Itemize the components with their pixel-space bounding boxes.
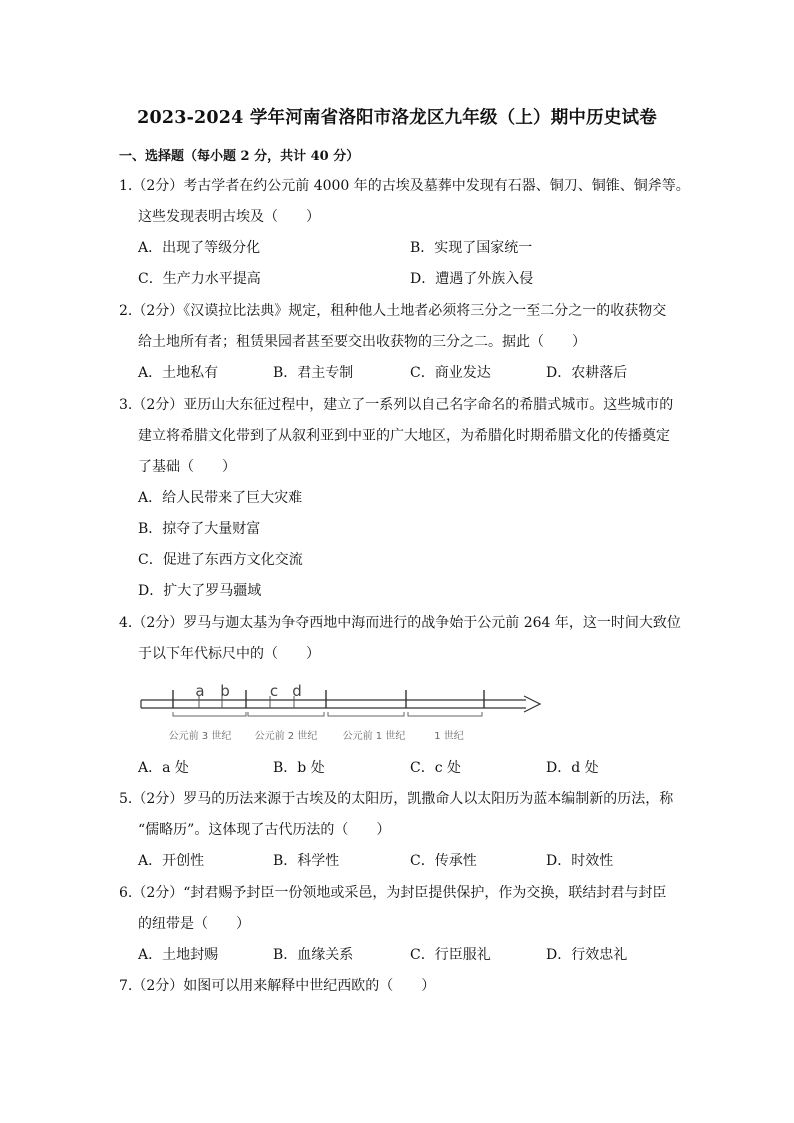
- question-6-option-c: C．行臣服礼: [410, 947, 491, 963]
- question-6-line-1: 6.（2分）“封君赐予封臣一份领地或采邑，为封臣提供保护，作为交换，联结封君与封臣: [119, 885, 667, 901]
- question-3-line-2: 建立将希腊文化带到了从叙利亚到中亚的广大地区，为希腊化时期希腊文化的传播奠定: [138, 428, 670, 444]
- question-4-option-a: A．a 处: [138, 760, 189, 776]
- question-7-line-1: 7.（2分）如图可以用来解释中世纪西欧的（ ）: [119, 978, 436, 994]
- question-1-option-c: C．生产力水平提高: [138, 271, 261, 287]
- question-5-line-1: 5.（2分）罗马的历法来源于古埃及的太阳历，凯撒命人以太阳历为蓝本编制新的历法，称: [119, 791, 674, 807]
- question-5-option-a: A．开创性: [138, 853, 205, 869]
- question-3-line-3: 了基础（ ）: [138, 459, 236, 475]
- timeline-bracket: [328, 712, 404, 716]
- question-2-option-b: B．君主专制: [273, 365, 354, 381]
- question-1-option-a: A．出现了等级分化: [138, 240, 261, 256]
- question-2-option-c: C．商业发达: [410, 365, 491, 381]
- question-6-option-d: D．行效忠礼: [546, 947, 628, 963]
- timeline-bracket: [173, 712, 246, 716]
- question-4-option-b: B．b 处: [273, 760, 325, 776]
- section-heading: 一、选择题（每小题 2 分，共计 40 分）: [119, 149, 360, 164]
- question-4-option-c: C．c 处: [410, 760, 462, 776]
- question-5-option-d: D．时效性: [546, 853, 614, 869]
- page-title: 2023-2024 学年河南省洛阳市洛龙区九年级（上）期中历史试卷: [137, 108, 657, 128]
- question-1-line-1: 1.（2分）考古学者在约公元前 4000 年的古埃及墓葬中发现有石器、铜刀、铜锥、铜斧等。: [119, 178, 690, 194]
- question-1-line-2: 这些发现表明古埃及（ ）: [138, 209, 320, 225]
- question-6-line-2: 的纽带是（ ）: [138, 916, 250, 932]
- question-2-option-a: A．土地私有: [138, 365, 219, 381]
- timeline-marker-a: a: [195, 682, 205, 700]
- question-4-line-1: 4.（2分）罗马与迦太基为争夺西地中海而进行的战争始于公元前 264 年，这一时间大致位: [119, 615, 681, 631]
- question-2-line-1: 2.（2分）《汉谟拉比法典》规定，租种他人土地者必须将三分之一至二分之一的收获物交: [119, 303, 667, 319]
- timeline-label-1ad: 1 世纪: [434, 731, 464, 742]
- question-3-option-a: A．给人民带来了巨大灾难: [138, 490, 303, 506]
- question-5-option-c: C．传承性: [410, 853, 477, 869]
- question-4-option-d: D．d 处: [546, 760, 599, 776]
- timeline-marker-c: c: [269, 682, 279, 700]
- timeline-arrowhead: [524, 696, 540, 712]
- question-3-option-b: B．掠夺了大量财富: [138, 521, 261, 537]
- question-2-option-d: D．农耕落后: [546, 365, 628, 381]
- timeline-marker-d: d: [292, 682, 302, 700]
- timeline-figure: [136, 676, 556, 748]
- question-1-option-b: B．实现了国家统一: [410, 240, 533, 256]
- question-6-option-a: A．土地封赐: [138, 947, 219, 963]
- question-1-option-d: D．遭遇了外族入侵: [410, 271, 534, 287]
- question-5-line-2: “儒略历”。这体现了古代历法的（ ）: [138, 822, 391, 838]
- question-3-option-c: C．促进了东西方文化交流: [138, 552, 303, 568]
- timeline-marker-b: b: [220, 682, 230, 700]
- question-4-line-2: 于以下年代标尺中的（ ）: [138, 646, 320, 662]
- question-6-option-b: B．血缘关系: [273, 947, 354, 963]
- question-3-line-1: 3.（2分）亚历山大东征过程中，建立了一系列以自己名字命名的希腊式城市。这些城市的: [119, 397, 674, 413]
- question-2-line-2: 给土地所有者；租赁果园者甚至要交出收获物的三分之二。据此（ ）: [138, 334, 586, 350]
- timeline-bracket: [248, 712, 324, 716]
- timeline-label-3bc: 公元前 3 世纪: [168, 731, 232, 742]
- timeline-label-1bc: 公元前 1 世纪: [342, 731, 406, 742]
- question-5-option-b: B．科学性: [273, 853, 340, 869]
- question-3-option-d: D．扩大了罗马疆域: [138, 583, 262, 599]
- timeline-label-2bc: 公元前 2 世纪: [254, 731, 318, 742]
- timeline-bracket: [408, 712, 482, 716]
